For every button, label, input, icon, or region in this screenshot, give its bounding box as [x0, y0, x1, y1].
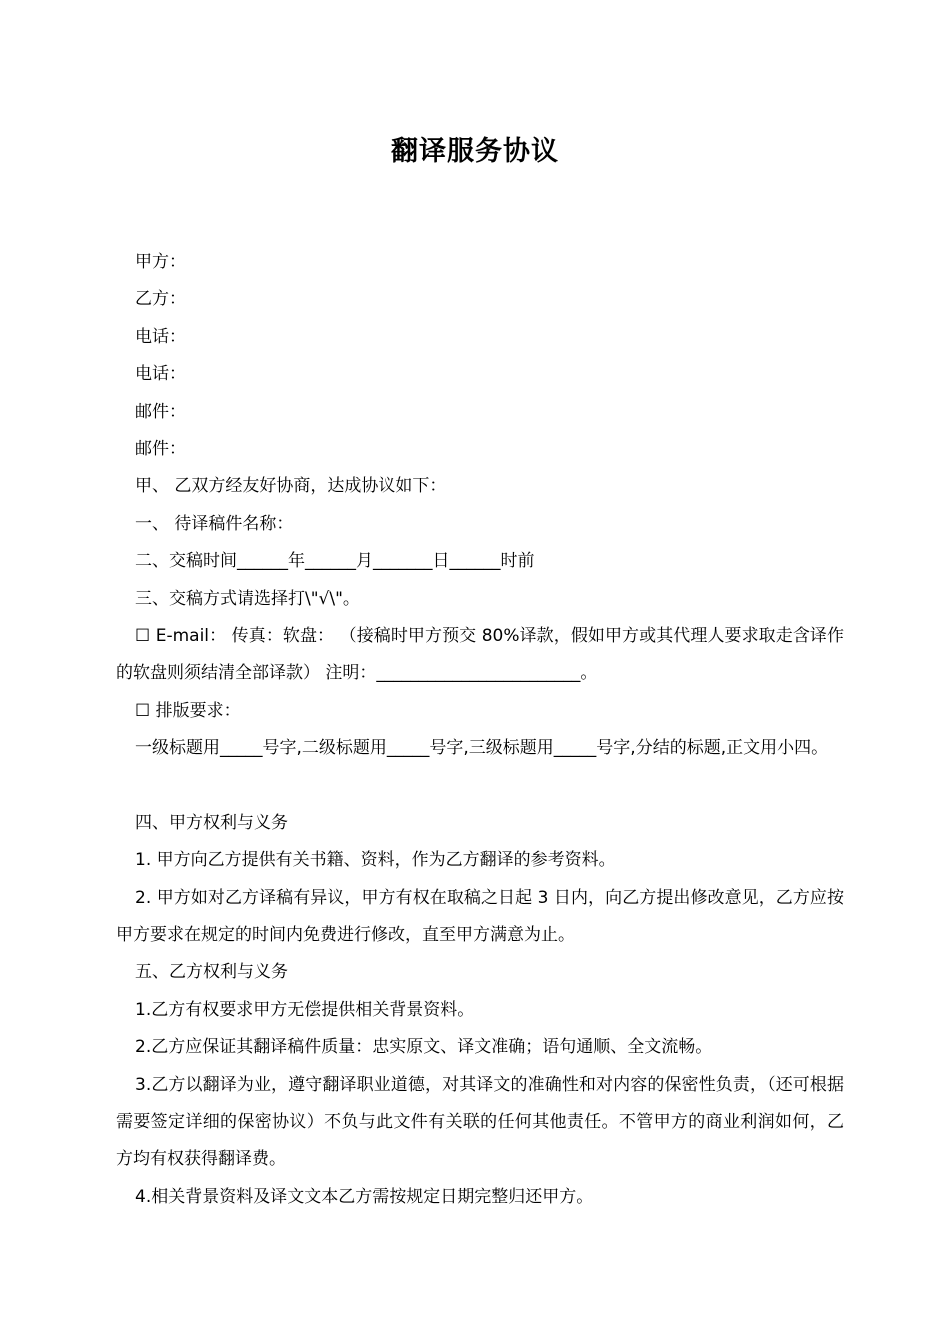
section-3-heading: 三、交稿方式请选择打\"√\"。: [135, 588, 360, 609]
party-b-line: 乙方：: [135, 289, 186, 310]
section-4-heading: 四、甲方权利与义务: [135, 812, 288, 833]
section-5-item-1: 1.乙方有权要求甲方无偿提供相关背景资料。: [135, 999, 475, 1020]
phone-line-1: 电话：: [135, 326, 186, 347]
section-4-item-2: 2. 甲方如对乙方译稿有异议，甲方有权在取稿之日起 3 日内，向乙方提出修改意见，乙方应按甲方要求在规定的时间内免费进行修改，直至甲方满意为止。: [116, 887, 844, 946]
format-requirement-option: ☐ 排版要求：: [135, 700, 241, 721]
format-requirement-detail: 一级标题用_____号字,二级标题用_____号字,三级标题用_____号字,分结的标题,正文用小四。: [135, 738, 829, 759]
section-4-item-1: 1. 甲方向乙方提供有关书籍、资料，作为乙方翻译的参考资料。: [135, 850, 616, 871]
section-5-item-2: 2.乙方应保证其翻译稿件质量：忠实原文、译文准确；语句通顺、全文流畅。: [135, 1037, 713, 1058]
section-5-item-4: 4.相关背景资料及译文文本乙方需按规定日期完整归还甲方。: [135, 1186, 594, 1207]
document-body: [116, 244, 844, 1216]
party-a-line: 甲方：: [135, 252, 186, 272]
section-2-heading: 二、交稿时间______年______月_______日______时前: [135, 551, 535, 572]
delivery-method-option: ☐ E-mail： 传真：软盘： （接稿时甲方预交 80%译款，假如甲方或其代理人要求取走含译作的软盘则须结清全部译款） 注明：________________________。: [116, 625, 844, 684]
email-line-2: 邮件：: [135, 438, 186, 459]
email-line-1: 邮件：: [135, 401, 186, 422]
document-title: 翻译服务协议: [391, 136, 559, 167]
section-5-heading: 五、乙方权利与义务: [135, 962, 288, 983]
phone-line-2: 电话：: [135, 364, 186, 385]
section-5-item-3: 3.乙方以翻译为业，遵守翻译职业道德，对其译文的准确性和对内容的保密性负责，（还可根据需要签定详细的保密协议）不负与此文件有关联的任何其他责任。不管甲方的商业利润如何，乙方均有权获得翻译费。: [116, 1074, 844, 1170]
intro-paragraph: 甲、 乙双方经友好协商，达成协议如下：: [135, 476, 447, 497]
section-1-heading: 一、 待译稿件名称：: [135, 513, 294, 534]
